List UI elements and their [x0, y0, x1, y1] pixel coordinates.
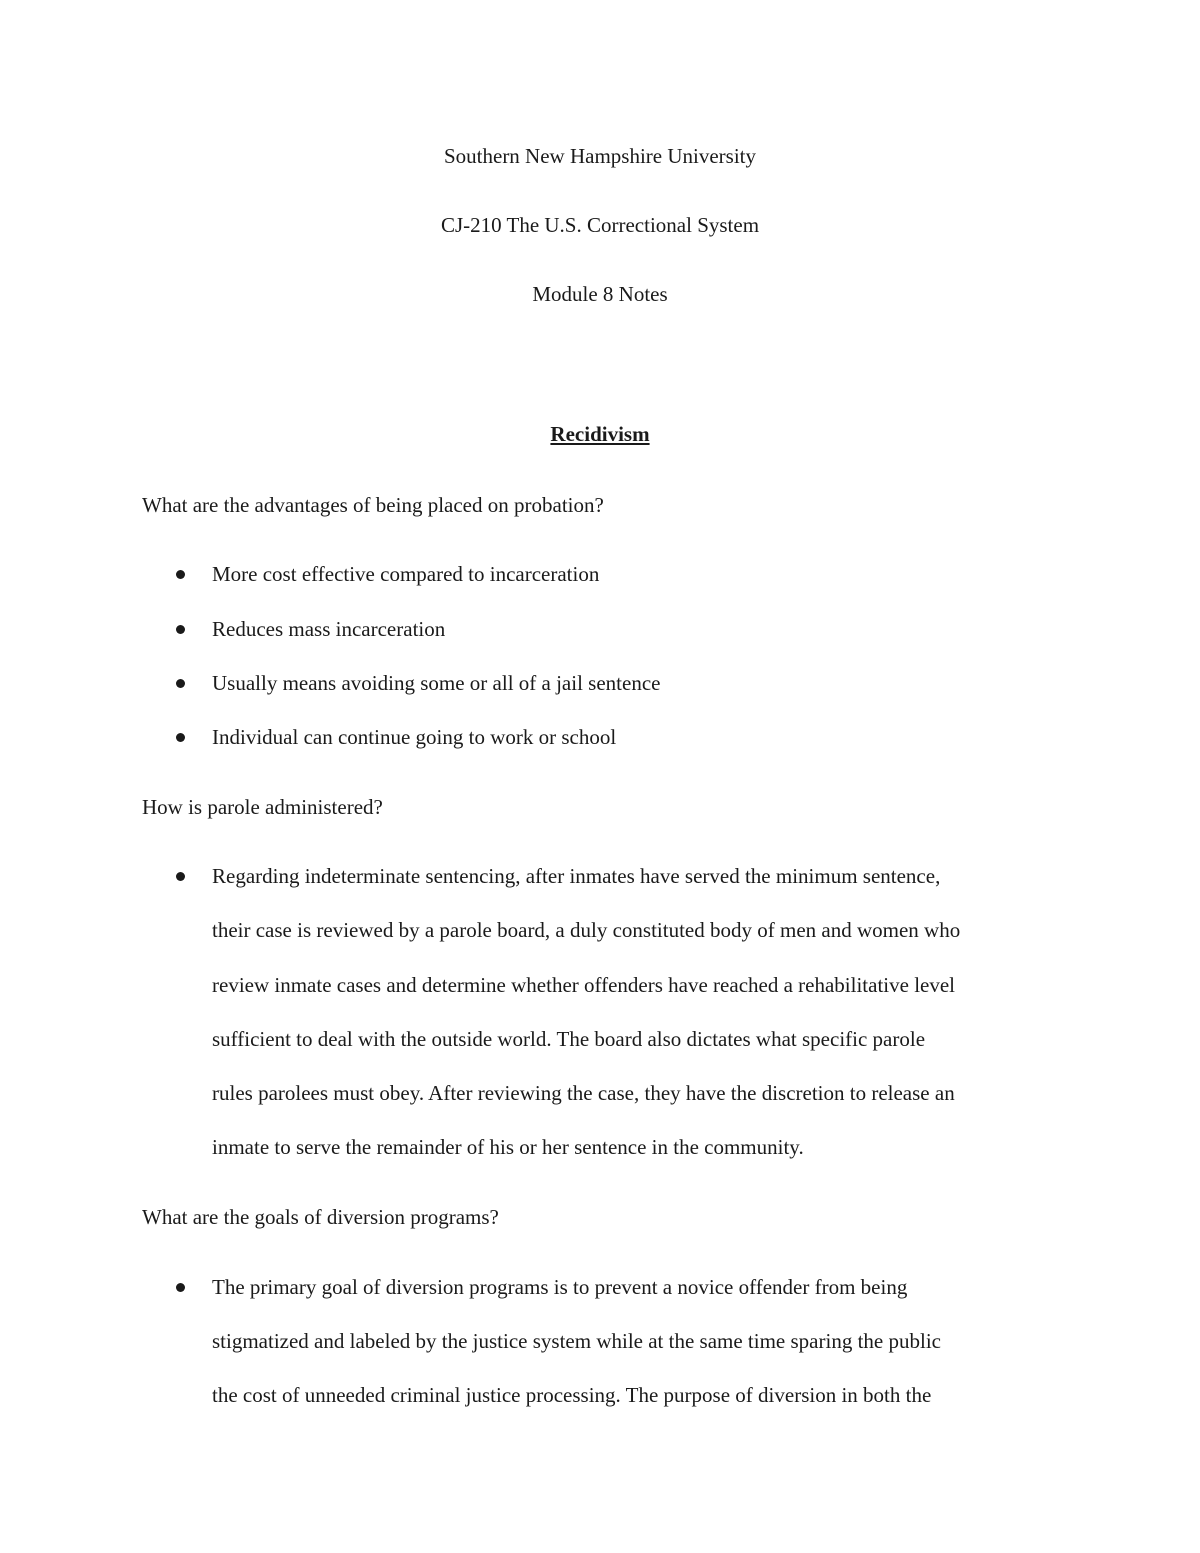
bullet-icon: [176, 570, 185, 579]
answer-line: review inmate cases and determine whether offenders have reached a rehabilitative level: [212, 973, 955, 997]
answer-line: stigmatized and labeled by the justice system while at the same time sparing the public: [212, 1329, 941, 1353]
question-diversion: What are the goals of diversion programs?: [142, 1205, 499, 1229]
university-name: Southern New Hampshire University: [443, 144, 757, 168]
answer-line: inmate to serve the remainder of his or her sentence in the community.: [212, 1135, 804, 1159]
answer-line: the cost of unneeded criminal justice processing. The purpose of diversion in both the: [212, 1383, 932, 1407]
answer-line: sufficient to deal with the outside world. The board also dictates what specific parole: [212, 1027, 926, 1051]
answer-line: rules parolees must obey. After reviewing the case, they have the discretion to release an: [212, 1081, 955, 1105]
course-title: CJ-210 The U.S. Correctional System: [440, 213, 760, 237]
answer-line: their case is reviewed by a parole board, a duly constituted body of men and women who: [212, 918, 961, 942]
bullet-icon: [176, 1283, 185, 1292]
question-parole: How is parole administered?: [142, 795, 383, 819]
module-title: Module 8 Notes: [532, 282, 668, 306]
bullet-icon: [176, 625, 185, 634]
answer-line: Regarding indeterminate sentencing, after inmates have served the minimum sentence,: [212, 864, 941, 888]
answer-line: The primary goal of diversion programs is to prevent a novice offender from being: [212, 1275, 908, 1299]
section-heading: Recidivism: [550, 422, 650, 446]
list-item: Individual can continue going to work or school: [212, 725, 617, 749]
bullet-icon: [176, 872, 185, 881]
bullet-icon: [176, 679, 185, 688]
question-probation: What are the advantages of being placed on probation?: [142, 493, 604, 517]
list-item: More cost effective compared to incarceration: [212, 562, 600, 586]
bullet-icon: [176, 733, 185, 742]
list-item: Usually means avoiding some or all of a jail sentence: [212, 671, 661, 695]
list-item: Reduces mass incarceration: [212, 617, 446, 641]
